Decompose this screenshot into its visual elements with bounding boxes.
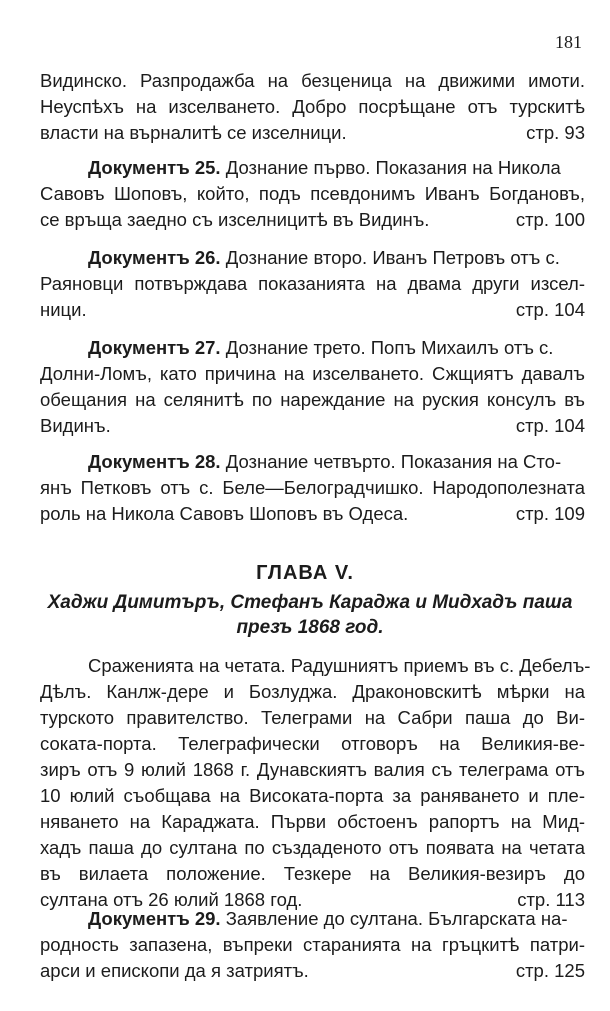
text-line: зиръ отъ 9 юлий 1868 г. Дунавскиятъ валия съ телеграма отъ — [40, 759, 585, 780]
text-line: Документъ 26. Дознание второ. Иванъ Петровъ отъ с. — [88, 247, 560, 268]
page-reference: стр. 93 — [526, 122, 585, 143]
text-line: въ вилаета положение. Тезкере на Великия-везиръ до — [40, 863, 585, 884]
text-line: 10 юлий съобщава на Високата-порта за раняването и пле- — [40, 785, 585, 806]
text-line: Раяновци потвърждава показанията на двама други изсел- — [40, 273, 585, 294]
page-number: 181 — [555, 32, 582, 52]
text-line: Документъ 25. Дознание първо. Показания на Никола — [88, 157, 561, 178]
document-entry-25 — [40, 155, 585, 233]
document-label: Документъ 27. — [88, 337, 221, 358]
document-entry-26 — [40, 245, 585, 323]
text-line: Видинско. Разпродажба на безценица на движими имоти. — [40, 70, 585, 91]
document-label: Документъ 28. — [88, 451, 221, 472]
text-line: Видинъ. стр. 104 — [40, 413, 585, 439]
text-line: Документъ 27. Дознание трето. Попъ Михаилъ отъ с. — [88, 337, 554, 358]
text-line: турското правителство. Телеграми на Сабри паша до Ви- — [40, 707, 585, 728]
chapter-summary — [40, 653, 591, 913]
text-line: Долни-Ломъ, като причина на изселването. Сжщиятъ давалъ — [40, 363, 585, 384]
text-line: власти на върналитѣ се изселници. стр. 93 — [40, 120, 585, 146]
text-line: Документъ 29. Заявление до султана. Българската на- — [88, 908, 568, 929]
text-line: родность запазена, въпреки старанията на гръцкитѣ патри- — [40, 934, 585, 955]
page-reference: стр. 104 — [515, 299, 585, 320]
text-line: обещания на селянитѣ по нареждание на руския консулъ въ — [40, 389, 585, 410]
document-entry-28 — [40, 449, 585, 527]
page-reference: стр. 125 — [515, 960, 585, 981]
page-reference: стр. 104 — [515, 415, 585, 436]
text-line: няването на Караджата. Първи обстоенъ рапортъ на Мид- — [40, 811, 585, 832]
text-line: Дѣлъ. Канлж-дере и Бозлуджа. Драконовскитѣ мѣрки на — [40, 681, 585, 702]
document-label: Документъ 25. — [88, 157, 221, 178]
chapter-subtitle-line: Хаджи Димитъръ, Стефанъ Караджа и Мидхадъ паша — [47, 592, 573, 613]
page-reference: стр. 100 — [515, 209, 585, 230]
document-label: Документъ 29. — [88, 908, 221, 929]
text-line: се връща заедно съ изселницитѣ въ Видинъ. стр. 100 — [40, 207, 585, 233]
text-line: Документъ 28. Дознание четвърто. Показания на Сто- — [88, 451, 562, 472]
chapter-title: ГЛАВА V. — [256, 562, 354, 584]
intro-paragraph — [40, 68, 585, 146]
page-reference: стр. 113 — [517, 889, 585, 910]
text-line: Савовъ Шоповъ, който, подъ псевдонимъ Иванъ Богдановъ, — [40, 183, 585, 204]
text-line: янъ Петковъ отъ с. Беле—Белоградчишко. Народополезната — [40, 477, 585, 498]
document-entry-27 — [40, 335, 585, 439]
text-line: хадъ паша до султана по създаденото отъ появата на четата — [40, 837, 585, 858]
text-line: Сраженията на четата. Радушниятъ приемъ въ с. Дебелъ- — [88, 655, 591, 676]
text-line: роль на Никола Савовъ Шоповъ въ Одеса. стр. 109 — [40, 501, 585, 527]
text-line: султана отъ 26 юлий 1868 год. стр. 113 — [40, 887, 585, 913]
text-line: ници. стр. 104 — [40, 297, 585, 323]
chapter-subtitle-line: презъ 1868 год. — [236, 617, 384, 638]
document-label: Документъ 26. — [88, 247, 221, 268]
page-reference: стр. 109 — [515, 503, 585, 524]
chapter-subtitle — [30, 590, 590, 640]
text-line: Неуспѣхъ на изселването. Добро посрѣщане отъ турскитѣ — [40, 96, 585, 117]
text-line: арси и епископи да я затриятъ. стр. 125 — [40, 958, 585, 984]
text-line: соката-порта. Телеграфически отговоръ на Великия-ве- — [40, 733, 585, 754]
document-entry-29 — [40, 906, 585, 984]
